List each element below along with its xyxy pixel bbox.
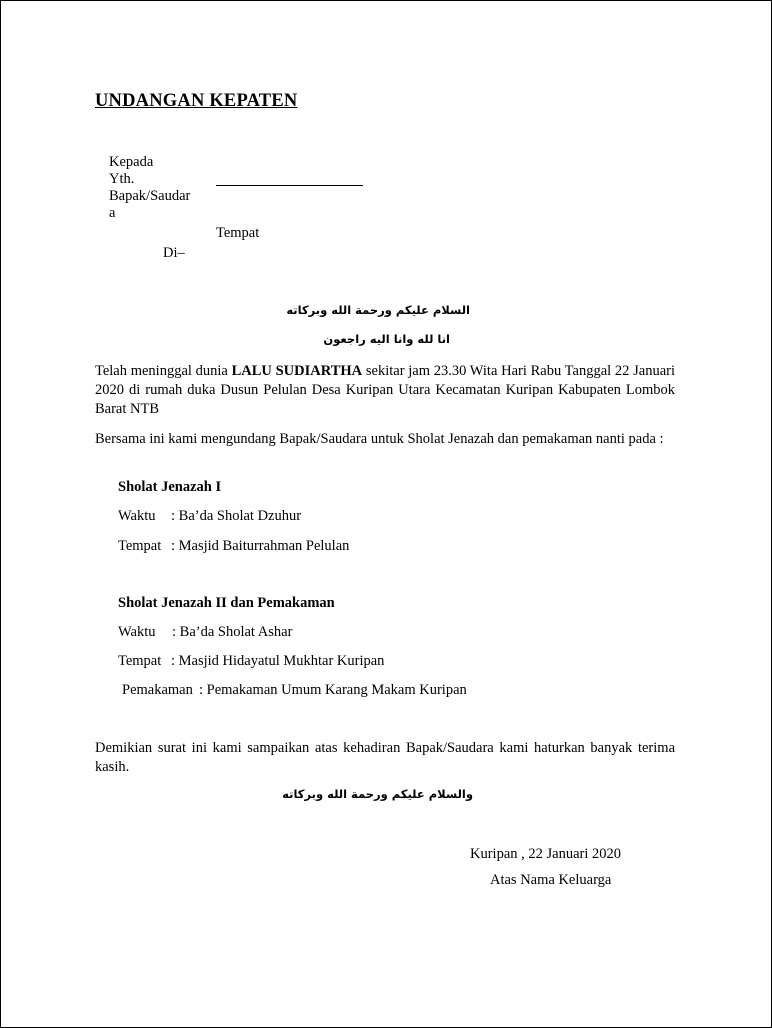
section2-pemakaman-value: : Pemakaman Umum Karang Makam Kuripan bbox=[199, 682, 467, 698]
section2-waktu-value: : Ba’da Sholat Ashar bbox=[172, 624, 293, 640]
section2-heading: Sholat Jenazah II dan Pemakaman bbox=[118, 595, 335, 611]
recipient-di: Di– bbox=[163, 245, 185, 261]
istirja-arabic: انا لله وانا اليه راجعون bbox=[323, 332, 450, 346]
letter-title: UNDANGAN KEPATEN bbox=[95, 91, 298, 111]
section1-heading: Sholat Jenazah I bbox=[118, 479, 222, 495]
section2-tempat-value: : Masjid Hidayatul Mukhtar Kuripan bbox=[171, 653, 385, 669]
recipient-bapak-wrap: a bbox=[109, 205, 116, 221]
recipient-yth: Yth. bbox=[109, 171, 135, 187]
section1-waktu-value: : Ba’da Sholat Dzuhur bbox=[171, 508, 302, 524]
signature-place-date: Kuripan , 22 Januari 2020 bbox=[470, 846, 622, 862]
announcement-paragraph bbox=[95, 362, 675, 419]
section1-waktu-label: Waktu bbox=[118, 508, 156, 524]
announcement-text-after: sekitar jam 23.30 Wita Hari Rabu Tanggal 22 Januari 2020 di rumah duka Dusun Pelulan Desa Kuripan Utara Kecamatan Kuripan Kabupaten Lombok Barat NTB bbox=[95, 363, 676, 417]
section2-waktu-label: Waktu bbox=[118, 624, 156, 640]
closing-greeting-arabic: والسلام عليكم ورحمة الله وبركاته bbox=[282, 787, 473, 801]
greeting-arabic: السلام عليكم ورحمة الله وبركاته bbox=[286, 303, 470, 317]
recipient-kepada: Kepada bbox=[109, 154, 154, 170]
deceased-name: LALU SUDIARTHA bbox=[231, 363, 363, 379]
closing-paragraph: Demikian surat ini kami sampaikan atas kehadiran Bapak/Saudara kami haturkan banyak terima kasih. bbox=[95, 740, 675, 775]
section1-tempat-value: : Masjid Baiturrahman Pelulan bbox=[171, 538, 350, 554]
recipient-place-label: Tempat bbox=[216, 225, 260, 241]
signature-on-behalf: Atas Nama Keluarga bbox=[490, 872, 612, 888]
recipient-bapak: Bapak/Saudar bbox=[109, 188, 191, 204]
section1-tempat-label: Tempat bbox=[118, 538, 162, 554]
invitation-paragraph: Bersama ini kami mengundang Bapak/Saudara untuk Sholat Jenazah dan pemakaman nanti pada : bbox=[95, 431, 664, 447]
recipient-name-line bbox=[216, 185, 363, 186]
section2-tempat-label: Tempat bbox=[118, 653, 162, 669]
section2-pemakaman-label: Pemakaman bbox=[122, 682, 193, 698]
announcement-text-before: Telah meninggal dunia bbox=[95, 363, 232, 379]
